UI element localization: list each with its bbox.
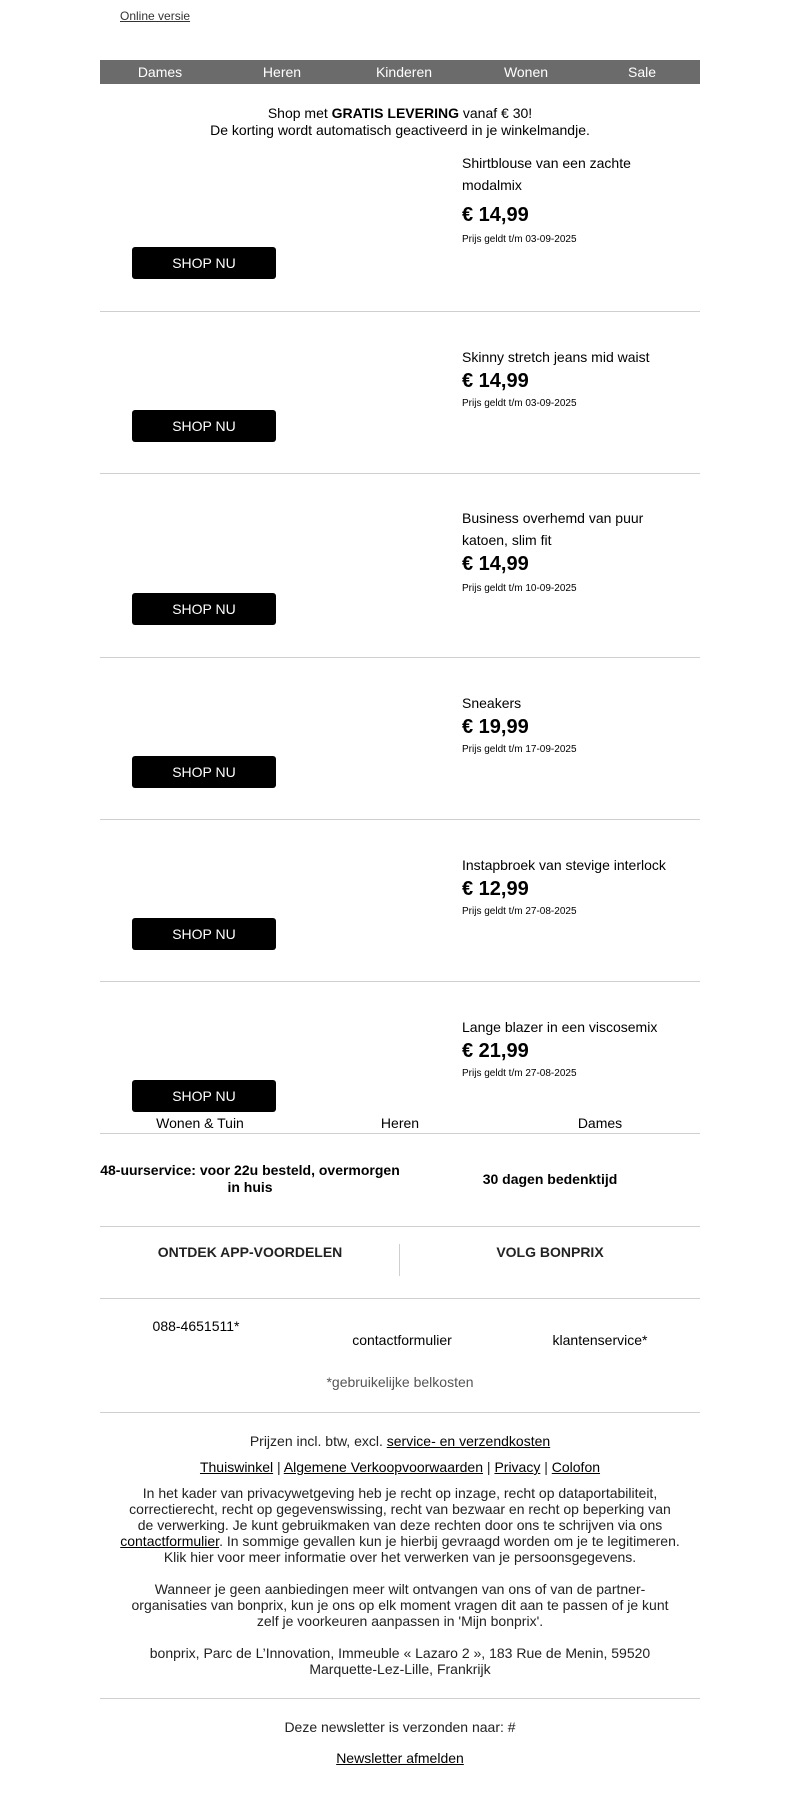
divider — [100, 473, 700, 474]
main-nav — [100, 60, 700, 84]
product-name[interactable]: Instapbroek van stevige interlock — [462, 857, 666, 873]
product-price: € 12,99 — [462, 878, 529, 900]
shop-now-button[interactable]: SHOP NU — [132, 756, 276, 788]
product-price: € 14,99 — [462, 553, 529, 575]
price-validity: Prijs geldt t/m 10-09-2025 — [462, 583, 577, 594]
privacy-notice — [120, 1485, 680, 1565]
nav-kinderen[interactable]: Kinderen — [375, 64, 433, 80]
product-price: € 14,99 — [462, 204, 529, 226]
unsubscribe-link-wrap — [120, 1750, 680, 1766]
product-card — [100, 152, 700, 312]
app-benefits-link[interactable]: ONTDEK APP-VOORDELEN — [157, 1244, 343, 1260]
thuiswinkel-link[interactable]: Thuiswinkel — [199, 1459, 274, 1475]
product-card — [100, 507, 700, 667]
promo-text: vanaf € 30! — [458, 105, 533, 121]
product-name[interactable]: Sneakers — [462, 695, 522, 711]
category-link-dames[interactable]: Dames — [577, 1115, 623, 1131]
promo-line-2: De korting wordt automatisch geactiveerd in je winkelmandje. — [210, 122, 590, 138]
product-price: € 19,99 — [462, 716, 529, 738]
company-address: bonprix, Parc de L’Innovation, Immeuble « Lazaro 2 », 183 Rue de Menin, 59520 Marquette-Lez-Lille, Frankrijk — [149, 1645, 651, 1677]
promo-highlight: GRATIS LEVERING — [331, 105, 459, 121]
product-card — [100, 346, 700, 506]
privacy-text: In het kader van privacywetgeving heb je recht op inzage, recht op dataportabiliteit, correctierecht, recht op gegevenswissing, recht van bezwaar en recht op beperking van de verwerking. Je kunt gebruikmaken van deze rechten door ons te schrijven via ons — [129, 1485, 671, 1533]
customer-service-link[interactable]: klantenservice* — [552, 1332, 648, 1348]
usp-48h-service: 48-uurservice: voor 22u besteld, overmorgen in huis — [100, 1162, 400, 1195]
category-link-wonen-tuin[interactable]: Wonen & Tuin — [156, 1115, 244, 1131]
phone-number[interactable]: 088-4651511* — [152, 1318, 240, 1334]
category-link-heren[interactable]: Heren — [380, 1115, 420, 1131]
contact-form-link[interactable]: contactformulier — [352, 1332, 452, 1348]
product-card — [100, 854, 700, 1014]
follow-bonprix-link[interactable]: VOLG BONPRIX — [496, 1244, 604, 1260]
privacy-link[interactable]: Privacy — [494, 1459, 541, 1475]
price-validity: Prijs geldt t/m 03-09-2025 — [462, 234, 577, 245]
product-name[interactable]: Lange blazer in een viscosemix — [462, 1019, 658, 1035]
product-price: € 14,99 — [462, 370, 529, 392]
product-name[interactable]: Business overhemd van puur katoen, slim fit — [462, 510, 644, 548]
unsubscribe-link[interactable]: Newsletter afmelden — [336, 1750, 464, 1766]
shop-now-button[interactable]: SHOP NU — [132, 247, 276, 279]
sent-to-notice: Deze newsletter is verzonden naar: # — [284, 1719, 516, 1735]
terms-link[interactable]: Algemene Verkoopvoorwaarden — [283, 1459, 484, 1475]
nav-wonen[interactable]: Wonen — [503, 64, 549, 80]
divider — [100, 1133, 700, 1134]
online-version-link[interactable]: Online versie — [120, 9, 191, 23]
promo-text: Shop met — [267, 105, 332, 121]
divider — [100, 1412, 700, 1413]
shop-now-button[interactable]: SHOP NU — [132, 918, 276, 950]
usp-30-days: 30 dagen bedenktijd — [482, 1171, 618, 1187]
product-card — [100, 692, 700, 852]
nav-heren[interactable]: Heren — [262, 64, 302, 80]
price-validity: Prijs geldt t/m 27-08-2025 — [462, 906, 577, 917]
price-validity: Prijs geldt t/m 03-09-2025 — [462, 398, 577, 409]
promo-line-1 — [100, 105, 700, 122]
divider — [100, 819, 700, 820]
divider — [100, 1226, 700, 1227]
promo-banner — [100, 105, 700, 139]
optout-notice: Wanneer je geen aanbiedingen meer wilt ontvangen van ons of van de partner-organisaties van bonprix, kun je ons op elk moment vragen dit aan te passen of je kunt zelf je voorkeuren aanpassen in 'Mijn bonprix'. — [131, 1581, 669, 1629]
product-card — [100, 1016, 700, 1116]
price-info-text: Prijzen incl. btw, excl. — [249, 1433, 387, 1449]
privacy-here-link[interactable]: hier — [190, 1549, 214, 1565]
nav-sale[interactable]: Sale — [627, 64, 657, 80]
product-name[interactable]: Shirtblouse van een zachte modalmix — [462, 155, 631, 193]
product-price: € 21,99 — [462, 1040, 529, 1062]
price-info — [120, 1433, 680, 1449]
divider — [100, 1298, 700, 1299]
privacy-text: . In sommige gevallen kun je hierbij gevraagd worden om je te legitimeren. Klik — [163, 1533, 680, 1565]
divider — [100, 657, 700, 658]
shop-now-button[interactable]: SHOP NU — [132, 410, 276, 442]
divider — [100, 311, 700, 312]
nav-dames[interactable]: Dames — [137, 64, 183, 80]
shop-now-button[interactable]: SHOP NU — [132, 1080, 276, 1112]
price-validity: Prijs geldt t/m 27-08-2025 — [462, 1068, 577, 1079]
shop-now-button[interactable]: SHOP NU — [132, 593, 276, 625]
divider — [100, 1698, 700, 1699]
colofon-link[interactable]: Colofon — [551, 1459, 601, 1475]
price-validity: Prijs geldt t/m 17-09-2025 — [462, 744, 577, 755]
privacy-text: voor meer informatie over het verwerken van je persoonsgegevens. — [213, 1549, 637, 1565]
shipping-costs-link[interactable]: service- en verzendkosten — [386, 1433, 551, 1449]
privacy-contact-form-link[interactable]: contactformulier — [120, 1533, 220, 1549]
call-cost-note: *gebruikelijke belkosten — [326, 1374, 474, 1390]
divider — [100, 981, 700, 982]
footer-links: Thuiswinkel | Algemene Verkoopvoorwaarden | Privacy | Colofon — [199, 1459, 601, 1475]
product-name[interactable]: Skinny stretch jeans mid waist — [462, 349, 650, 365]
